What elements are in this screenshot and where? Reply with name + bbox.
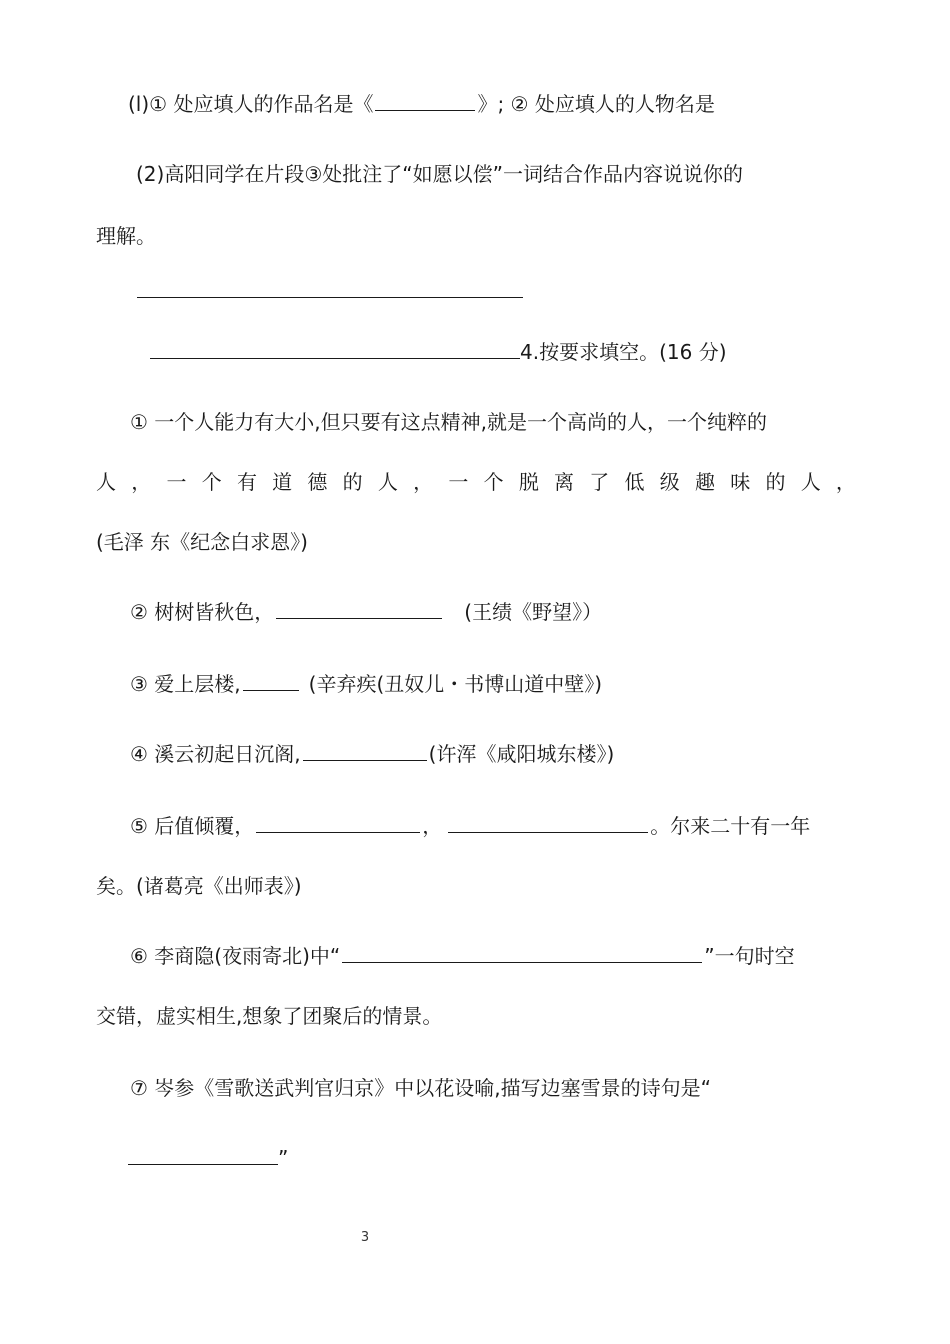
- q4-item5-source: 矣。(诸葛亮《出师表》): [96, 874, 302, 898]
- char: 有: [236, 470, 257, 494]
- q3-part2-line2: [0, 222, 950, 250]
- char: 道: [272, 470, 293, 494]
- q4-item6-tail: ”一句时空: [704, 944, 795, 968]
- q4-item3: [0, 670, 950, 698]
- char: 人: [800, 470, 821, 494]
- q4-item4: [0, 740, 950, 768]
- char: 趣: [694, 470, 715, 494]
- char: 味: [730, 470, 751, 494]
- q4-item1-line2: [96, 468, 856, 496]
- q4-item1-source: (毛泽 东《纪念白求恩》): [96, 530, 308, 554]
- q4-item5-tail: 。尔来二十有一年: [650, 814, 811, 838]
- char: 级: [659, 470, 680, 494]
- item7-blank[interactable]: [128, 1144, 278, 1165]
- q4-item3-source: (辛弃疾(丑奴儿・书博山道中壁》): [308, 672, 603, 696]
- q4-item6-text2: 交错，虚实相生,想象了团聚后的情景。: [96, 1004, 443, 1028]
- q4-item5-comma: ，: [422, 814, 443, 838]
- q4-item1-line1: [0, 408, 950, 436]
- q3-part2-text2: 理解。: [96, 224, 156, 248]
- q4-heading: 4.按要求填空。(16 分): [520, 340, 727, 364]
- q3-part1-suffix: 》; ② 处应填人的人物名是: [477, 92, 715, 116]
- q3-part2-text: (2)高阳同学在片段③处批注了“如愿以偿”一词结合作品内容说说你的: [136, 162, 743, 186]
- q4-item3-text: ③ 爱上层楼,: [130, 672, 241, 696]
- page-number: 3: [360, 1230, 370, 1245]
- q4-item4-text: ④ 溪云初起日沉阁,: [130, 742, 301, 766]
- q4-item6-line2: [0, 1002, 950, 1030]
- char: 一: [448, 470, 469, 494]
- q4-item7: [0, 1074, 950, 1102]
- q4-item5-text: ⑤ 后值倾覆，: [130, 814, 255, 838]
- char: 脱: [518, 470, 539, 494]
- char: 个: [201, 470, 222, 494]
- q4-item7-line2: [0, 1144, 950, 1172]
- q3-part2-line1: [0, 160, 950, 188]
- q4-item5-line2: [0, 872, 950, 900]
- char: 的: [765, 470, 786, 494]
- q4-item7-text: ⑦ 岑参《雪歌送武判官归京》中以花设喻,描写边塞雪景的诗句是“: [130, 1076, 712, 1100]
- q3-part1-prefix: (l)① 处应填人的作品名是《: [128, 92, 374, 116]
- q4-item2: [0, 598, 950, 626]
- q4-item1-text: ① 一个人能力有大小,但只要有这点精神,就是一个高尚的人，一个纯粹的: [130, 410, 768, 434]
- char: ，: [835, 470, 856, 494]
- work-title-blank[interactable]: [375, 90, 475, 111]
- char: 了: [589, 470, 610, 494]
- item5-blank-1[interactable]: [256, 812, 420, 833]
- char: 个: [483, 470, 504, 494]
- q4-item7-end: ”: [278, 1146, 289, 1170]
- char: ，: [413, 470, 434, 494]
- char: 人: [377, 470, 398, 494]
- item4-blank[interactable]: [303, 740, 427, 761]
- char: 一: [166, 470, 187, 494]
- q4-item2-text: ② 树树皆秋色，: [130, 600, 275, 624]
- item3-blank[interactable]: [243, 670, 299, 691]
- answer-line-2[interactable]: [150, 338, 520, 359]
- q3-part1: [0, 90, 950, 118]
- char: 的: [342, 470, 363, 494]
- char: 德: [307, 470, 328, 494]
- q4-heading-line: [0, 338, 950, 366]
- q4-item6-text: ⑥ 李商隐(夜雨寄北)中“: [130, 944, 341, 968]
- q4-item5: [0, 812, 950, 840]
- q4-item6: [0, 942, 950, 970]
- char: ，: [131, 470, 152, 494]
- q4-item1-line3: [0, 528, 950, 556]
- item6-blank[interactable]: [342, 942, 702, 963]
- char: 人: [96, 470, 116, 494]
- q4-item2-source: (王绩《野望》）: [464, 600, 603, 624]
- char: 低: [624, 470, 645, 494]
- item2-blank[interactable]: [276, 598, 442, 619]
- q4-item4-source: (许浑《咸阳城东楼》): [428, 742, 615, 766]
- answer-line[interactable]: [137, 297, 523, 298]
- char: 离: [554, 470, 575, 494]
- item5-blank-2[interactable]: [448, 812, 648, 833]
